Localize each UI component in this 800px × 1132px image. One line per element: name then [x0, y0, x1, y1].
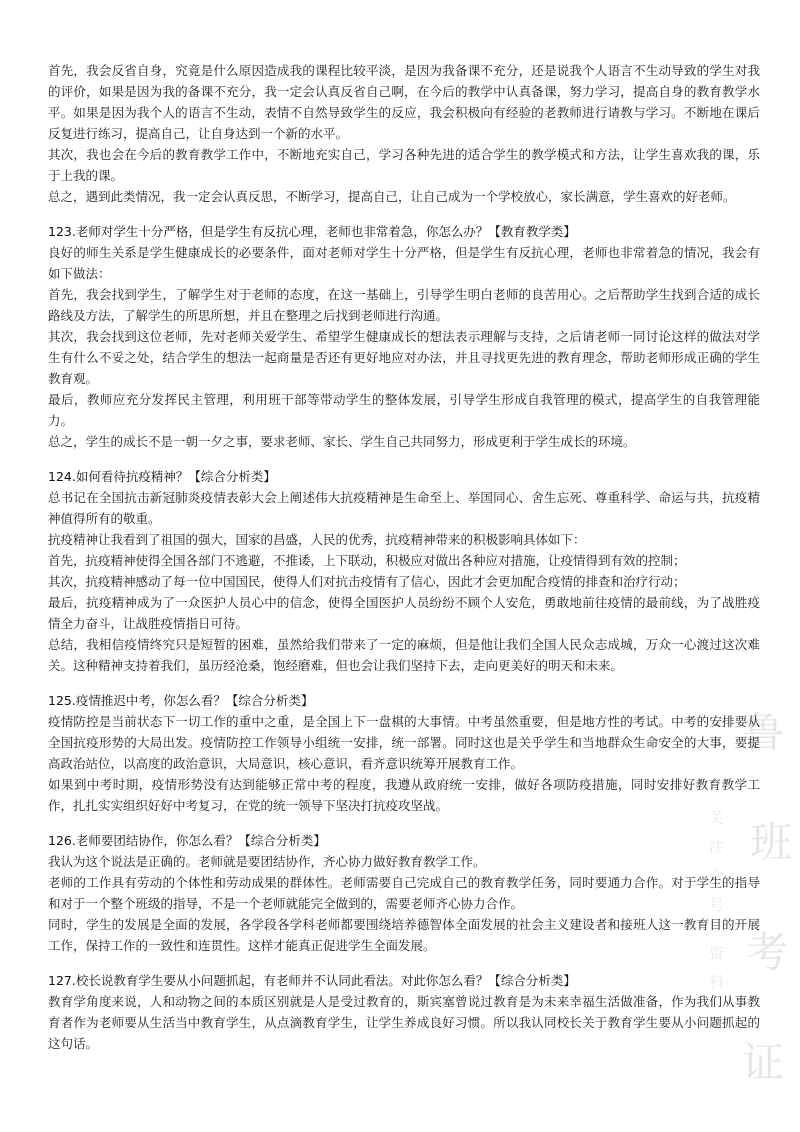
watermark-small-text: 关注众号 资料: [707, 810, 725, 1003]
paragraph: 疫情防控是当前状态下一切工作的重中之重，是全国上下一盘棋的大事情。中考虽然重要，但是地方性的考试。中考的安排要从全国抗疫形势的大局出发。疫情防控工作领导小组统一安排，统一部署。同时这也是关乎学生和当地群众生命安全的大事，要提高政治站位，以高度的政治意识，大局意识，核心意识，看齐意识统筹开展教育工作。: [48, 714, 760, 771]
paragraph: 教育学角度来说，人和动物之间的本质区别就是人是受过教育的，斯宾塞曾说过教育是为未来幸福生活做准备，作为我们从事教育者作为老师要从生活当中教育学生，从点滴教育学生，让学生养成良好习惯。所以我认同校长关于教育学生要从小问题抓起的这句话。: [48, 994, 760, 1051]
paragraph: 总之，学生的成长不是一朝一夕之事，要求老师、家长、学生自己共同努力，形成更利于学生成长的环境。: [48, 434, 636, 449]
question-title: 126.老师要团结协作，你怎么看？【综合分析类】: [48, 833, 326, 848]
paragraph: 总书记在全国抗击新冠肺炎疫情表彰大会上阐述伟大抗疫精神是生命至上、举国同心、舍生忘死、尊重科学、命运与共，抗疫精神值得所有的敬重。: [48, 490, 760, 526]
paragraph: 最后，教师应充分发挥民主管理，利用班干部等带动学生的整体发展，引导学生形成自我管理的模式，提高学生的自我管理能力。: [48, 392, 760, 428]
paragraph: 良好的师生关系是学生健康成长的必要条件，面对老师对学生十分严格，但是学生有反抗心理，老师也非常着急的情况，我会有如下做法：: [48, 245, 760, 281]
question-126: [48, 830, 760, 956]
question-127: [48, 970, 760, 1054]
paragraph: 首先，抗疫精神使得全国各部门不逃避，不推诿，上下联动，积极应对做出各种应对措施，让疫情得到有效的控制；: [48, 553, 686, 568]
paragraph: 总结，我相信疫情终究只是短暂的困难，虽然给我们带来了一定的麻烦，但是他让我们全国人民众志成城，万众一心渡过这次难关。这种精神支持着我们，虽历经沧桑，饱经磨难，但也会让我们坚持下去，走向更美好的明天和未来。: [48, 637, 760, 673]
paragraph: 抗疫精神让我看到了祖国的强大，国家的昌盛，人民的优秀，抗疫精神带来的积极影响具体如下：: [48, 532, 586, 547]
intro-block: [48, 60, 760, 207]
paragraph: 老师的工作具有劳动的个体性和劳动成果的群体性。老师需要自己完成自己的教育教学任务，同时要通力合作。对于学生的指导和对于一个整个班级的指导，不是一个老师就能完全做到的，需要老师齐心协力合作。: [48, 875, 760, 911]
watermark-char: 证: [742, 1038, 785, 1087]
question-title: 124.如何看待抗疫精神？【综合分析类】: [48, 469, 276, 484]
watermark-char: 考: [746, 928, 789, 977]
question-title: 125.疫情推迟中考，你怎么看？【综合分析类】: [48, 693, 314, 708]
paragraph: 我认为这个说法是正确的。老师就是要团结协作，齐心协力做好教育教学工作。: [48, 854, 486, 869]
paragraph: 如果到中考时期，疫情形势没有达到能够正常中考的程度，我遵从政府统一安排，做好各项防疫措施，同时安排好教育教学工作，扎扎实实组织好好中考复习，在党的统一领导下坚决打抗疫攻坚战。: [48, 777, 760, 813]
question-123: [48, 221, 760, 452]
paragraph: 其次，我会找到这位老师，先对老师关爱学生、希望学生健康成长的想法表示理解与支持，之后请老师一同讨论这样的做法对学生有什么不妥之处，结合学生的想法一起商量是否还有更好地应对办法，并且寻找更先进的教育理念，帮助老师形成正确的学生教育观。: [48, 329, 760, 386]
watermark-char: 班: [750, 818, 793, 867]
document-page: [48, 60, 760, 1054]
question-125: [48, 690, 760, 816]
paragraph: 首先，我会反省自身，究竟是什么原因造成我的课程比较平淡，是因为我备课不充分，还是说我个人语言不生动导致的学生对我的评价，如果是因为我的备课不充分，我一定会认真反省自己啊，在今后的教学中认真备课，努力学习，提高自身的教育教学水平。如果是因为我个人的语言不生动，表情不自然导致学生的反应，我会积极向有经验的老教师进行请教与学习。不断地在课后反复进行练习，提高自己，让自身达到一个新的水平。: [48, 63, 760, 141]
paragraph: 其次，抗疫精神感动了每一位中国国民，使得人们对抗击疫情有了信心，因此才会更加配合疫情的排查和治疗行动；: [48, 574, 686, 589]
watermark-char: 鲁: [742, 708, 785, 757]
question-124: [48, 466, 760, 676]
paragraph: 首先，我会找到学生，了解学生对于老师的态度，在这一基础上，引导学生明白老师的良苦用心。之后帮助学生找到合适的成长路线及方法，了解学生的所思所想，并且在整理之后找到老师进行沟通。: [48, 287, 760, 323]
question-title: 123.老师对学生十分严格，但是学生有反抗心理，老师也非常着急，你怎么办？【教育教学类】: [48, 224, 576, 239]
paragraph: 其次，我也会在今后的教育教学工作中，不断地充实自己，学习各种先进的适合学生的教学模式和方法，让学生喜欢我的课，乐于上我的课。: [48, 147, 760, 183]
paragraph: 同时，学生的发展是全面的发展，各学段各学科老师都要围绕培养德智体全面发展的社会主义建设者和接班人这一教育目的开展工作，保持工作的一致性和连贯性。这样才能真正促进学生全面发展。: [48, 917, 760, 953]
question-title: 127.校长说教育学生要从小问题抓起，有老师并不认同此看法。对此你怎么看？【综合分析类】: [48, 973, 576, 988]
paragraph: 总之，遇到此类情况，我一定会认真反思，不断学习，提高自己，让自己成为一个学校放心，家长满意，学生喜欢的好老师。: [48, 189, 736, 204]
paragraph: 最后，抗疫精神成为了一众医护人员心中的信念，使得全国医护人员纷纷不顾个人安危，勇敢地前往疫情的最前线，为了战胜疫情全力奋斗，让战胜疫情指日可待。: [48, 595, 760, 631]
